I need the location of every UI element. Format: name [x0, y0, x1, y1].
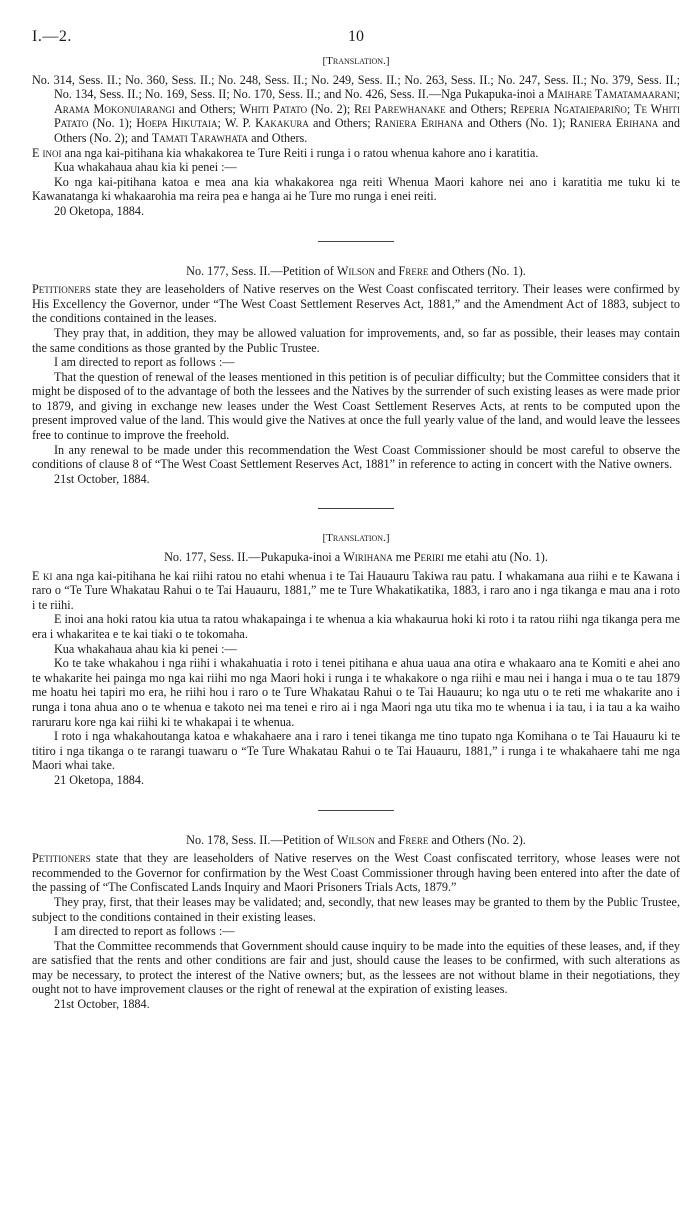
petition-list-heading: No. 314, Sess. II.; No. 360, Sess. II.; No. 248, Sess. II.; No. 249, Sess. II.; No. 263, Sess. II.; No. 247, Sess. II.; No. 379, Sess. II.; No. 134, Sess. II.; No. 169, Sess. II; No. 170, Sess. II.; and No. 426, Sess. II.—Nga Pukapuka-inoi a Maihare Tamatamaarani; Arama Mokonuiarangi and Others; Whiti Patato (No. 2); Rei Parewhanake and Others; Reperia Ngataiepariño; Te Whiti Patato (No. 1); Hoepa Hikutaia; W. P. Kakakura and Others; Raniera Erihana and Others (No. 1); Raniera Erihana and Others (No. 2); and Tamati Tarawhata and Others. [32, 72, 680, 145]
section-divider [318, 241, 394, 242]
date-line: 21st October, 1884. [54, 997, 150, 1012]
paragraph: They pray, first, that their leases may be validated; and, secondly, that new leases may be granted to them by the Public Trustee, subject to the conditions contained in their existing leases. [32, 894, 680, 924]
translation-label: [Translation.] [322, 55, 390, 67]
section-translation-petitions-list [32, 54, 680, 219]
section-petition-177-english [32, 264, 680, 487]
paragraph: Kua whakahaua ahau kia ki penei :— [54, 641, 237, 656]
date-line: 21 Oketopa, 1884. [54, 772, 145, 787]
page-number: 10 [348, 28, 364, 45]
paragraph: E ki ana nga kai-pitihana he kai riihi ratou no etahi whenua i te Tai Hauauru Takiwa rau patu. I whakamana aua riihi e te Kawana i raro o “Te Ture Whakatau Rahui o te Tai Hauauru, 1881,” me te Ture Whakatikatika, 1883, i raro ano i nga tikanga e mau ana i roto i te riihi. [32, 568, 680, 612]
paragraph: E inoi ana hoki ratou kia utua ta ratou whakapainga i te whenua a kia whakaurua hoki ki roto i ta ratou riihi nga tikanga pera me era i whakaritea e te kai tiaki o te tokomaha. [32, 612, 680, 641]
paragraph: Ko nga kai-pitihana katoa e mea ana kia whakakorea nga reiti Whenua Maori kahore nei ano i karatitia me tuku ki te Kawanatanga ki whakaarohia ma reira pea e hanga ai he Ture mo runga i enei reiti. [32, 174, 680, 204]
paragraph: That the Committee recommends that Government should cause inquiry to be made into the equities of these leases, and, if they are satisfied that the rents and other conditions are fair and just, should cause the leases to be confirmed, with such alterations as may be necessary, to protect the interest of the Native owners; but, as the lessees are not without blame in their negotiations, they ought not to have improvement clauses or the right of renewal at the expiration of existing leases. [32, 938, 680, 997]
running-header [32, 0, 680, 54]
petition-title: No. 177, Sess. II.—Pukapuka-inoi a Wirihana me Periri me etahi atu (No. 1). [164, 550, 548, 565]
petition-title: No. 177, Sess. II.—Petition of Wilson and Frere and Others (No. 1). [186, 263, 526, 278]
document-reference: I.—2. [32, 28, 72, 45]
section-petition-178-english [32, 833, 680, 1012]
paragraph: Petitioners state they are leaseholders of Native reserves on the West Coast confiscated territory. Their leases were confirmed by His Excellency the Governor, under “The West Coast Settlement Reserves Act, 1881,” and the Amendment Act of 1883, subject to the conditions contained in the leases. [32, 282, 680, 326]
paragraph: I am directed to report as follows :— [54, 924, 235, 939]
date-line: 20 Oketopa, 1884. [54, 203, 145, 218]
paragraph: I roto i nga whakahoutanga katoa e whakahaere ana i raro i tenei tikanga me tino tupato nga Komihana o te Tai Hauauru ki te titiro i nga tikanga o te rarangi tuawaru o “Te Ture Whakatau Rahui o te Tai Hauauru, 1881,” i runga i te whakahaere tahi me nga Maori whai take. [32, 729, 680, 773]
section-divider [318, 810, 394, 811]
date-line: 21st October, 1884. [54, 471, 150, 486]
section-petition-177-translation [32, 531, 680, 787]
paragraph: I am directed to report as follows :— [54, 355, 235, 370]
paragraph: Ko te take whakahou i nga riihi i whakahuatia i roto i tenei pitihana e ahua uaua ana otira e whakaaro ana te Komiti e ahei ano te whakarite hei painga mo nga kai riihi mo nga Maori hoki i runga i te whakakore o nga riihi e mau nei i hanga i mua o te tau 1879 me hoatu hei tapiri mo era, he riihi hou i raro o te Ture Whakatau Rahui o te Tai Hauauru; ko nga utu o te reti me whakarite ano i runga i tona ahua ano o te whenua e takoto nei ma tenei e riro ai i nga Maori nga utu tika mo te whenua i ia tau, i ia tau a ka waiho raruraru kore nga kai riihi ki te whakapai i te whenua. [32, 656, 680, 729]
translation-label: [Translation.] [322, 532, 390, 545]
paragraph: E inoi ana nga kai-pitihana kia whakakorea te Ture Reiti i runga i o ratou whenua kahore ano i karatitia. [32, 145, 539, 160]
petition-title: No. 178, Sess. II.—Petition of Wilson and Frere and Others (No. 2). [186, 832, 526, 847]
section-divider [318, 508, 394, 509]
paragraph: Petitioners state that they are leaseholders of Native reserves on the West Coast confiscated territory, whose leases were not recommended to the Governor for confirmation by the West Coast Commissioner through having been entered into after the date of the passing of “The Confiscated Lands Inquiry and Maori Prisoners Trials Acts, 1879.” [32, 851, 680, 895]
paragraph: That the question of renewal of the leases mentioned in this petition is of peculiar difficulty; but the Committee considers that it might be disposed of to the advantage of both the lessees and the Natives by the surrender of such existing leases as were made prior to 1879, and giving in exchange new leases under the West Coast Settlement Reserves Acts, at rents to be computed upon the present improved value of the land. This would give the Natives at once the full yearly value of the land, and would leave the lessees free to continue to improve the freehold. [32, 369, 680, 443]
paragraph: In any renewal to be made under this recommendation the West Coast Commissioner should be most careful to observe the conditions of clause 8 of “The West Coast Settlement Reserves Act, 1881” in reference to acting in concert with the Native owners. [32, 442, 680, 472]
paragraph: They pray that, in addition, they may be allowed valuation for improvements, and, so far as possible, their leases may contain the same conditions as those granted by the Public Trustee. [32, 325, 680, 355]
paragraph: Kua whakahaua ahau kia ki penei :— [54, 160, 237, 175]
